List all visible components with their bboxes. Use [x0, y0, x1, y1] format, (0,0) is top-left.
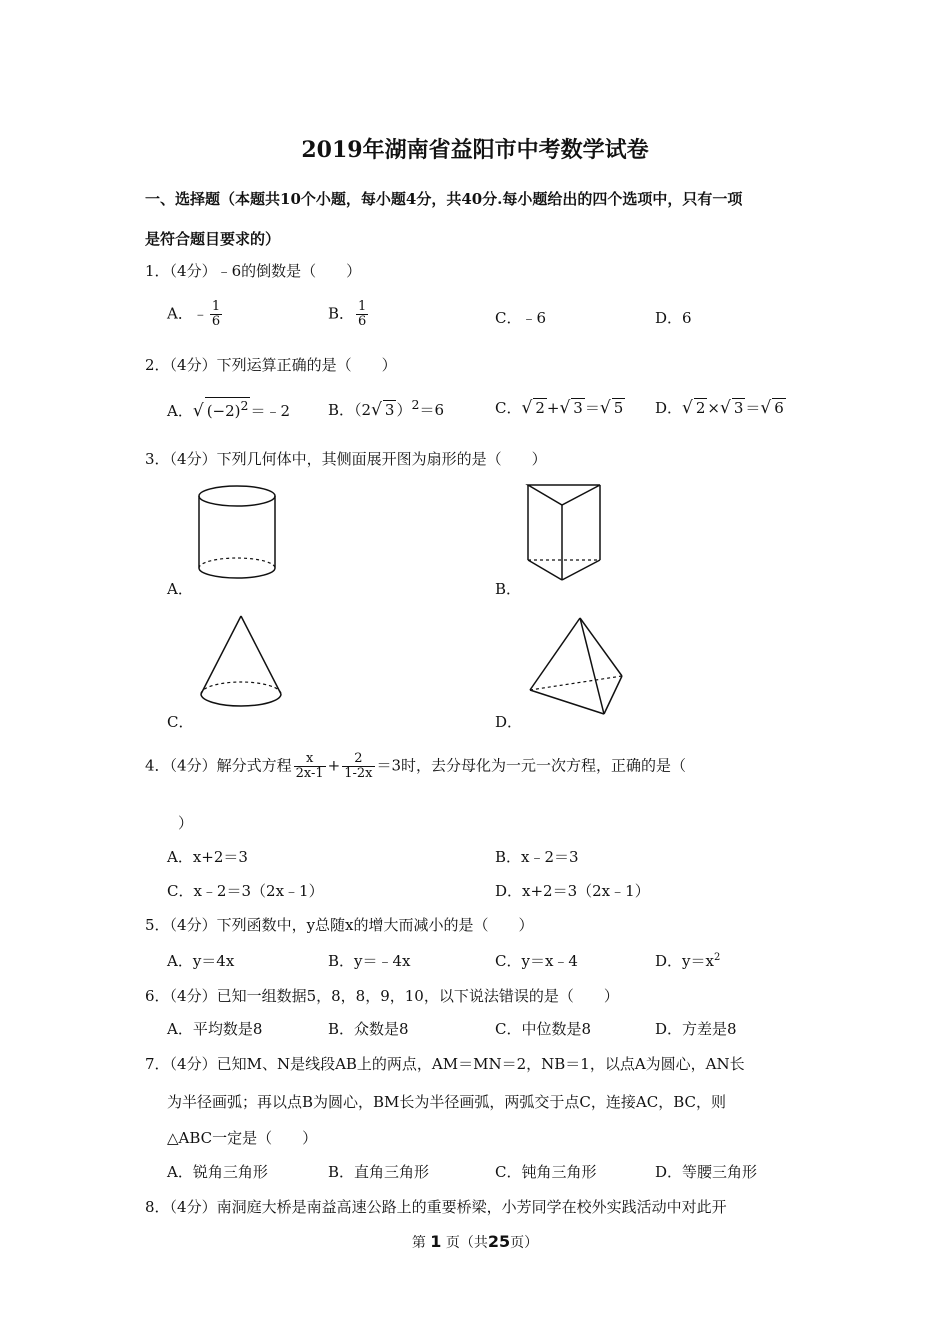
triangular-prism-icon: [522, 480, 607, 585]
q7-option-a: A．锐角三角形: [167, 1163, 268, 1181]
q5-option-a: A．y＝4x: [167, 952, 235, 970]
q5-option-b: B．y＝﹣4x: [328, 952, 411, 970]
question-1-stem: 1．（4分）﹣6的倒数是（ ）: [145, 262, 362, 280]
q5-option-d: D．$y=x^2$: [655, 952, 721, 970]
section-heading-line2: 是符合题目要求的）: [145, 230, 281, 248]
q4-option-b: B．x﹣2＝3: [495, 848, 579, 866]
cylinder-icon: [193, 483, 283, 583]
q7-option-c: C．钝角三角形: [495, 1163, 597, 1181]
q5-option-c: C．y＝x﹣4: [495, 952, 578, 970]
q3-option-b: B．: [495, 580, 522, 598]
section-heading-line1: 一、选择题（本题共10个小题，每小题4分，共40分.每小题给出的四个选项中，只有一项: [145, 190, 743, 208]
page-footer: 第 1 页（共25页）: [411, 1232, 539, 1251]
cone-icon: [193, 612, 288, 714]
q3-option-c: C．: [167, 713, 194, 731]
q7-option-d: D．等腰三角形: [655, 1163, 758, 1181]
question-7-line3: △ABC一定是（ ）: [167, 1129, 318, 1147]
q2-option-d: D．√ 2 ×√ 3 ＝√ 6: [655, 398, 784, 418]
question-5-stem: 5．（4分）下列函数中，y总随x的增大而减小的是（ ）: [145, 916, 534, 934]
q4-option-d: D．x+2＝3（2x﹣1）: [495, 882, 650, 900]
q4-option-a: A．x+2＝3: [167, 848, 248, 866]
question-8-line1: 8．（4分）南洞庭大桥是南益高速公路上的重要桥梁，小芳同学在校外实践活动中对此开: [145, 1198, 727, 1216]
q6-option-c: C．中位数是8: [495, 1020, 592, 1038]
question-2-stem: 2．（4分）下列运算正确的是（ ）: [145, 356, 397, 374]
q3-option-d: D．: [495, 713, 523, 731]
triangular-pyramid-icon: [522, 614, 628, 718]
q1-option-d: D．6: [655, 309, 692, 327]
q7-option-b: B．直角三角形: [328, 1163, 430, 1181]
question-6-stem: 6．（4分）已知一组数据5，8，8，9，10，以下说法错误的是（ ）: [145, 987, 619, 1005]
q2-option-c: C．√ 2 +√ 3 ＝√ 5: [495, 398, 624, 418]
q6-option-b: B．众数是8: [328, 1020, 409, 1038]
q1-option-c: C．﹣6: [495, 309, 547, 327]
question-7-line2: 为半径画弧；再以点B为圆心，BM长为半径画弧，两弧交于点C，连接AC，BC，则: [167, 1093, 726, 1111]
question-3-stem: 3．（4分）下列几何体中，其侧面展开图为扇形的是（ ）: [145, 450, 547, 468]
q4-option-c: C．x﹣2＝3（2x﹣1）: [167, 882, 324, 900]
question-4-stem-close: ）: [178, 814, 194, 832]
q6-option-a: A．平均数是8: [167, 1020, 263, 1038]
question-7-line1: 7．（4分）已知M、N是线段AB上的两点，AM＝MN＝2，NB＝1，以点A为圆心，AN长: [145, 1055, 745, 1073]
q3-option-a: A．: [167, 580, 193, 598]
q1-option-a: A．﹣ $\frac{1}{6}$: [167, 299, 221, 329]
q2-option-a: A．√ $(-2)^2$ ＝﹣2: [167, 398, 291, 421]
page-title: 2019年湖南省益阳市中考数学试卷: [301, 137, 649, 163]
q1-option-b: B． $\frac{1}{6}$: [328, 299, 367, 329]
q2-option-b: B．（2√ 3 ）$^2$＝6: [328, 397, 444, 420]
q6-option-d: D．方差是8: [655, 1020, 737, 1038]
question-4-stem: 4．（4分）解分式方程 $\frac{x}{2x-1}$ + $\frac{2}{1-2x}$ ＝3时，去分母化为一元一次方程，正确的是（: [145, 751, 687, 781]
